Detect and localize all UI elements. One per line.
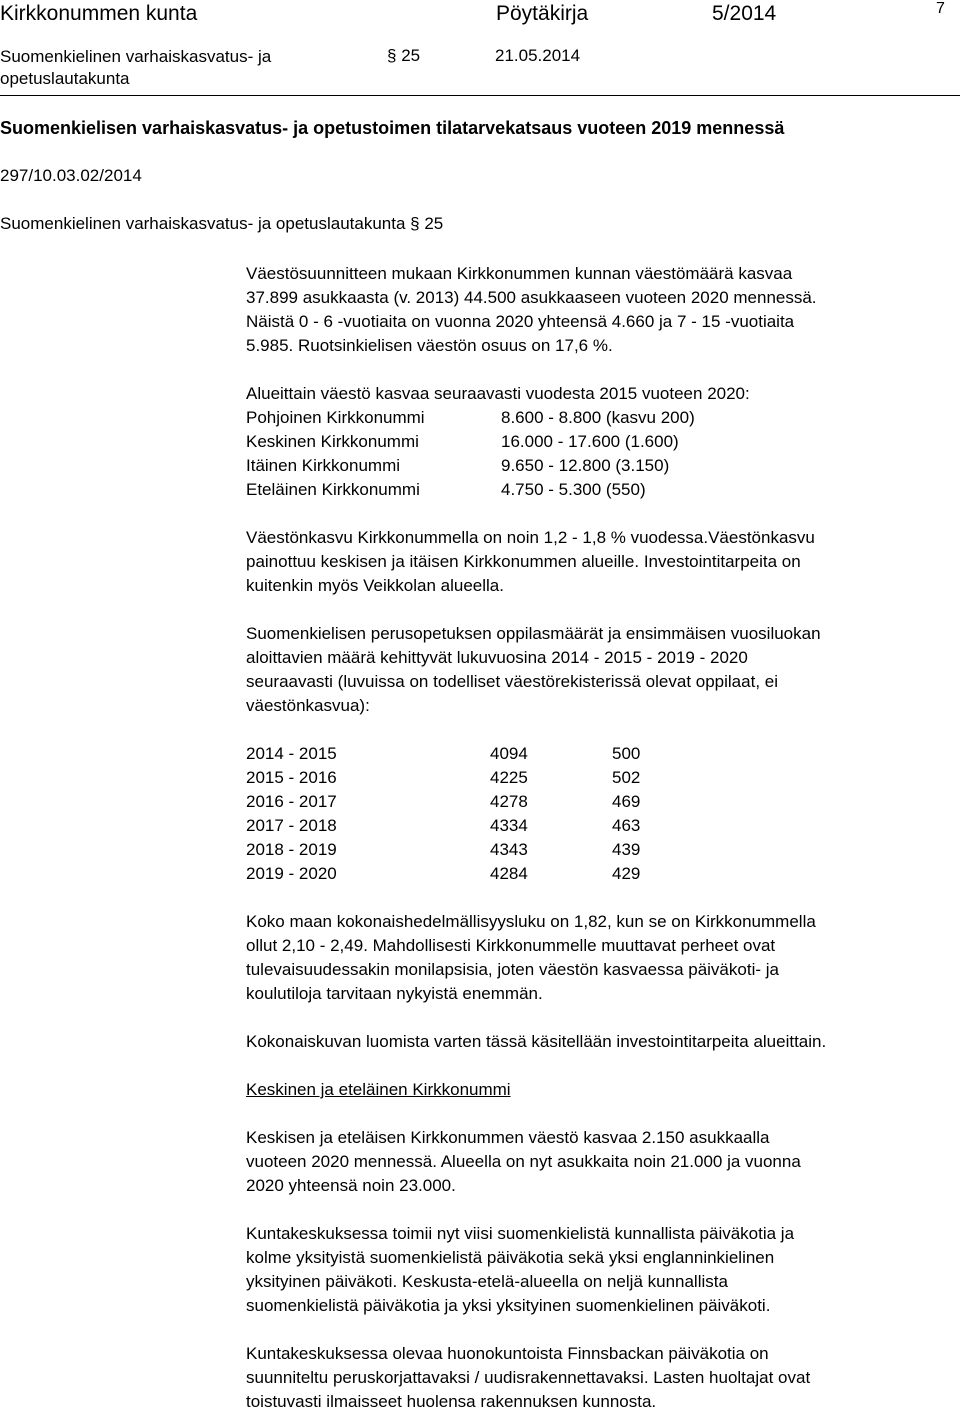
text-line: kuitenkin myös Veikkolan alueella. bbox=[246, 576, 504, 595]
text-line: Suomenkielisen perusopetuksen oppilasmäärät ja ensimmäisen vuosiluokan bbox=[246, 624, 821, 643]
header-divider bbox=[0, 95, 960, 96]
region-name: Itäinen Kirkkonummi bbox=[246, 456, 401, 475]
table-cell-first-grade: 463 bbox=[612, 816, 641, 835]
table-cell-pupils: 4334 bbox=[490, 816, 528, 835]
page-title: Suomenkielisen varhaiskasvatus- ja opetustoimen tilatarvekatsaus vuoteen 2019 mennessä bbox=[0, 118, 785, 138]
region-value: 16.000 - 17.600 (1.600) bbox=[501, 432, 679, 451]
table-cell-pupils: 4343 bbox=[490, 840, 528, 859]
text-line: ollut 2,10 - 2,49. Mahdollisesti Kirkkonummelle muuttavat perheet ovat bbox=[246, 936, 776, 955]
text-line: vuoteen 2020 mennessä. Alueella on nyt asukkaita noin 21.000 ja vuonna bbox=[246, 1152, 801, 1171]
document-number: 5/2014 bbox=[712, 2, 777, 25]
table-row bbox=[246, 862, 946, 886]
text-line: suunniteltu peruskorjattavaksi / uudisrakennettavaksi. Lasten huoltajat ovat bbox=[246, 1368, 811, 1387]
region-name: Keskinen Kirkkonummi bbox=[246, 432, 419, 451]
table-cell-pupils: 4094 bbox=[490, 744, 528, 763]
text-line: suomenkielistä päiväkotia ja yksi yksityinen suomenkielinen päiväkoti. bbox=[246, 1296, 771, 1315]
section-sign: § bbox=[405, 214, 425, 233]
text-line: seuraavasti (luvuissa on todelliset väestörekisterissä olevat oppilaat, ei bbox=[246, 672, 778, 691]
document-type: Pöytäkirja bbox=[496, 2, 589, 25]
decision-body-line2: opetuslautakunta bbox=[0, 69, 130, 88]
record-number: 297/10.03.02/2014 bbox=[0, 166, 142, 185]
text-line: tulevaisuudessakin monilapsisia, joten väestön kasvaessa päiväkoti- ja bbox=[246, 960, 779, 979]
text-line: 5.985. Ruotsinkielisen väestön osuus on 17,6 %. bbox=[246, 336, 613, 355]
table-cell-years: 2014 - 2015 bbox=[246, 744, 337, 763]
text-line: painottuu keskisen ja itäisen Kirkkonummen alueille. Investointitarpeita on bbox=[246, 552, 801, 571]
table-cell-pupils: 4284 bbox=[490, 864, 528, 883]
page-number: 7 bbox=[936, 0, 945, 17]
text-line: yksityinen päiväkoti. Keskusta-etelä-alueella on neljä kunnallista bbox=[246, 1272, 728, 1291]
table-row bbox=[246, 790, 946, 814]
text-line: Kuntakeskuksessa toimii nyt viisi suomenkielistä kunnallista päiväkotia ja bbox=[246, 1224, 795, 1243]
decision-body-line1: Suomenkielinen varhaiskasvatus- ja bbox=[0, 47, 272, 66]
document-body bbox=[246, 262, 946, 1414]
section-subheading: Keskinen ja eteläinen Kirkkonummi bbox=[246, 1080, 511, 1099]
table-cell-first-grade: 429 bbox=[612, 864, 641, 883]
region-name: Pohjoinen Kirkkonummi bbox=[246, 408, 425, 427]
table-cell-years: 2019 - 2020 bbox=[246, 864, 337, 883]
region-row bbox=[246, 430, 946, 454]
table-cell-first-grade: 439 bbox=[612, 840, 641, 859]
text-line: Koko maan kokonaishedelmällisyysluku on 1,82, kun se on Kirkkonummella bbox=[246, 912, 816, 931]
section-sign: § bbox=[387, 46, 402, 65]
table-row bbox=[246, 766, 946, 790]
text-line: väestönkasvua): bbox=[246, 696, 370, 715]
overview-paragraph: Kokonaiskuvan luomista varten tässä käsitellään investointitarpeita alueittain. bbox=[246, 1032, 827, 1051]
table-cell-pupils: 4278 bbox=[490, 792, 528, 811]
region-list bbox=[246, 406, 946, 502]
meeting-date: 21.05.2014 bbox=[495, 46, 581, 65]
text-line: 2020 yhteensä noin 23.000. bbox=[246, 1176, 456, 1195]
text-line: Väestösuunnitteen mukaan Kirkkonummen kunnan väestömäärä kasvaa bbox=[246, 264, 793, 283]
text-line: aloittavien määrä kehittyvät lukuvuosina 2014 - 2015 - 2019 - 2020 bbox=[246, 648, 748, 667]
table-cell-years: 2015 - 2016 bbox=[246, 768, 337, 787]
previous-handling-section: 25 bbox=[424, 214, 444, 233]
text-line: Keskisen ja eteläisen Kirkkonummen väestö kasvaa 2.150 asukkaalla bbox=[246, 1128, 770, 1147]
table-row bbox=[246, 814, 946, 838]
table-cell-first-grade: 500 bbox=[612, 744, 641, 763]
pupil-table bbox=[246, 742, 946, 886]
decision-body bbox=[0, 46, 271, 90]
table-cell-years: 2016 - 2017 bbox=[246, 792, 337, 811]
pupils-paragraph bbox=[246, 622, 946, 718]
region-row bbox=[246, 406, 946, 430]
daycare-paragraph bbox=[246, 1222, 946, 1318]
region-row bbox=[246, 454, 946, 478]
text-line: Näistä 0 - 6 -vuotiaita on vuonna 2020 yhteensä 4.660 ja 7 - 15 -vuotiaita bbox=[246, 312, 795, 331]
text-line: toistuvasti ilmaisseet huolensa rakennuksen kunnosta. bbox=[246, 1392, 657, 1411]
region-value: 8.600 - 8.800 (kasvu 200) bbox=[501, 408, 695, 427]
table-cell-years: 2017 - 2018 bbox=[246, 816, 337, 835]
growth-paragraph bbox=[246, 526, 946, 598]
table-cell-pupils: 4225 bbox=[490, 768, 528, 787]
region-name: Eteläinen Kirkkonummi bbox=[246, 480, 420, 499]
previous-handling bbox=[0, 214, 443, 234]
region-row bbox=[246, 478, 946, 502]
section-number bbox=[387, 46, 420, 66]
text-line: koulutiloja tarvitaan nykyistä enemmän. bbox=[246, 984, 543, 1003]
text-line: Väestönkasvu Kirkkonummella on noin 1,2 - 1,8 % vuodessa.Väestönkasvu bbox=[246, 528, 815, 547]
regional-intro: Alueittain väestö kasvaa seuraavasti vuodesta 2015 vuoteen 2020: bbox=[246, 384, 750, 403]
previous-handling-body: Suomenkielinen varhaiskasvatus- ja opetuslautakunta bbox=[0, 214, 406, 233]
region-value: 4.750 - 5.300 (550) bbox=[501, 480, 646, 499]
section-value: 25 bbox=[401, 46, 421, 65]
municipality-name: Kirkkonummen kunta bbox=[0, 2, 198, 25]
text-line: Kuntakeskuksessa olevaa huonokuntoista Finnsbackan päiväkotia on bbox=[246, 1344, 769, 1363]
intro-paragraph bbox=[246, 262, 946, 358]
central-paragraph bbox=[246, 1126, 946, 1198]
table-row bbox=[246, 838, 946, 862]
table-cell-first-grade: 469 bbox=[612, 792, 641, 811]
table-cell-first-grade: 502 bbox=[612, 768, 641, 787]
fertility-paragraph bbox=[246, 910, 946, 1006]
table-cell-years: 2018 - 2019 bbox=[246, 840, 337, 859]
table-row bbox=[246, 742, 946, 766]
finnsbacka-paragraph bbox=[246, 1342, 946, 1414]
text-line: kolme yksityistä suomenkielistä päiväkotia sekä yksi englanninkielinen bbox=[246, 1248, 775, 1267]
text-line: 37.899 asukkaasta (v. 2013) 44.500 asukkaaseen vuoteen 2020 mennessä. bbox=[246, 288, 817, 307]
region-value: 9.650 - 12.800 (3.150) bbox=[501, 456, 670, 475]
